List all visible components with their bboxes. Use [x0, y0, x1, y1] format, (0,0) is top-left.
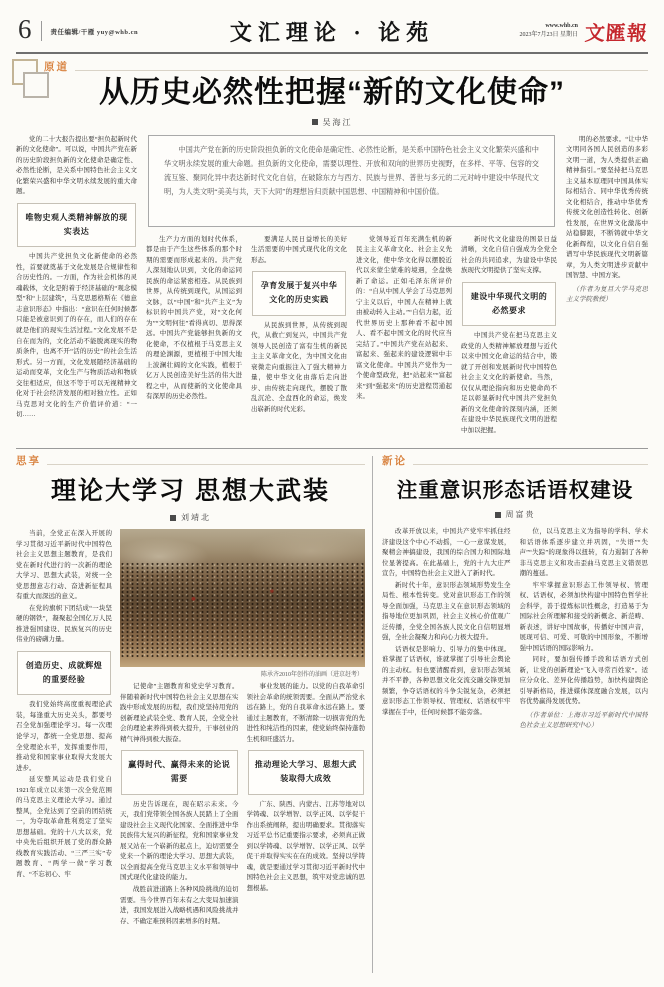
author-note: （作者单位：上海市习近平新时代中国特色社会主义思想研究中心）	[519, 711, 648, 730]
body-paragraph: 新时代文化建设的图景日益清晰，文化自信自强成为全党全社会的共同追求，为建设中华民族现代文明提供了坚实支撑。	[461, 235, 557, 275]
article2-column-3	[247, 682, 366, 981]
body-paragraph: 我们党始终高度重视理论武装，每逢重大历史关头，都要号召全党加强理论学习。每一次理论学习，都统一全党思想、提高全党理论水平，发挥重要作用，推动党和国家事业取得大发展大进步。	[16, 701, 112, 772]
page-header	[16, 10, 648, 54]
issue-date: 2023年7月23日 星期日	[519, 32, 578, 38]
body-paragraph: 中国共产党在把马克思主义政党的人类精神解放理想与近代以来中国文化命运的结合中，锻就了开创和发展新时代中国特色社会主义文化的新使命。当然，仅仅从理论指向和历史使命尚不足以彰显新时代中国共产党担负新的文化使命的深刻内涵，还须在建设中华民族现代文明的进程中加以把握。	[461, 332, 557, 434]
article1-column-2	[251, 235, 347, 441]
body-paragraph: 从民族到世界，从传统到现代，从救亡到复兴，中国共产党领导人民创造了富有生机的新民主主义革命文化，为中国文化由衰微走向重振注入了强大精神力量，使中华文化由落后走向进步、由传统走向现代，摆脱了散乱沉沦、全盘西化的命运，焕发出崭新的时代光彩。	[251, 321, 347, 413]
body-paragraph: 广东、陕西、内蒙古、江苏等地对以学铸魂、以学增智、以学正风、以学促干作出系统阐释，提出明确要求。贯彻落实习近平总书记重要指示要求，必须真正做到以学铸魂、以学增智、以学正风、以学促干并取得实实在在的成效。坚持以学铸魂，就是要通过学习贯彻习近平新时代中国特色社会主义思想，筑牢对党忠诚的思想根基。	[246, 800, 365, 892]
masthead-logo: 文匯報	[584, 22, 649, 45]
body-paragraph: 战胜前进道路上各种风险挑战的迫切需要。当今世界百年未有之大变局加速演进，我国发展进入战略机遇和风险挑战并存、不确定难预料因素增多的时期。	[120, 886, 239, 925]
body-paragraph: 新时代十年，意识形态领域形势发生全局性、根本性转变。党对意识形态工作的领导全面加强，马克思主义在意识形态领域的指导地位更加巩固，社会主义核心价值观广泛传播，全党全国各族人民文化自信明显增强，全社会凝聚力和向心力极大提升。	[382, 581, 511, 642]
body-paragraph: 明的必然要求。“让中华文明同各国人民创造的多彩文明一道，为人类提供正确精神指引。”要坚持把马克思主义基本原理同中国具体实际相结合、同中华优秀传统文化相结合，推动中华优秀传统文化创造性转化、创新性发展，在世界文化激荡中站稳脚跟，不断铸就中华文化新辉煌，以文化自信自强谱写中华民族现代文明新篇章，为人类文明进步贡献中国智慧、中国方案。	[566, 135, 648, 280]
body-paragraph: 中国共产党担负文化新使命的必然性，首要就奠基于文化发展是合规律性和合历史性的。一方面，作为社会机体的灵魂载体，文化是附着于经济基础的“观念模型”和“上层建筑”，马克思恩格斯在《德意志意识形态》中指出：“意识在任何时候都只能是被意识到了的存在，而人们的存在就是他们的现实生活过程。”文化发展不是自在而为的，文化活动不能脱离现实的物质条件，也离不开“活的历史”的社会生活形式。另一方面，文化发展随经济基础的运动而变革，文化生产与物质活动和物质交往相适应，但这不等于可以无视精神文化对于社会经济发展的相对独立性。正如马克思对文化的生产价值评价道：“一切……	[16, 253, 137, 419]
body-paragraph: 改革开放以来，中国共产党牢牢抓住经济建设这个中心不动摇，一心一意谋发展，聚精会神搞建设，我国的综合国力和国际地位显著提高。在此基础上，党的十九大庄严宣告，中国特色社会主义进入了新时代。	[382, 528, 511, 578]
article3-column-a	[382, 527, 511, 979]
article2-column-1	[16, 529, 112, 981]
painting-caption: 陈承齐2010年创作的油画（进京赶考）	[260, 672, 363, 678]
article3-column-b	[520, 527, 649, 979]
article1-column-1	[146, 235, 242, 441]
label-rule	[75, 70, 648, 71]
vertical-divider	[372, 456, 373, 973]
byline-square-icon	[495, 512, 501, 518]
author-note: （作者为复旦大学马克思主义学院教授）	[566, 285, 648, 304]
article1-intro-box: 中国共产党在新的历史阶段担负新的文化使命是确定性、必然性论断，是关系中国特色社会主义文化繁荣兴盛和中华文明永续发展的重大命题。担负新的文化使命，需要以理性、开放和双向的世界历史视野，在多样、平等、包容的交流互鉴、聚同化异中表达新时代文化自信，在破除东方与西方、民族与世界、普世与多元的二元对峙中建设中华现代文明，为人类文明“美美与共，天下大同”的理想旨归贡献中国思想、中国精神和中国价值。	[148, 135, 555, 227]
body-paragraph: 记使命”主题教育和党史学习教育。伴随着新时代中国特色社会主义思想在实践中形成发展的历程，我们党坚持用党的创新理论武装全党、教育人民，全党全社会的理论素养得到极大提升，干事创业的精气神得到极大振奋。	[120, 683, 239, 743]
section-label-sixiang: 思享	[16, 455, 41, 467]
article-culture-mission	[16, 60, 648, 446]
article1-column-left	[16, 135, 137, 441]
column-subhead: 赢得时代、赢得未来的论说需要	[121, 750, 238, 795]
editor-info: 责任编辑/干雁 yuy@whb.cn	[50, 28, 139, 36]
article3-headline: 注重意识形态话语权建设	[396, 479, 634, 502]
page-number: 6	[18, 13, 32, 44]
website-url: www.whb.cn	[545, 23, 578, 29]
body-paragraph: 牢牢掌握意识形态工作领导权、管理权、话语权，必须加快构建中国特色哲学社会科学，善于提炼标识性概念，打造易于为国际社会所理解和接受的新概念、新范畴、新表述，讲好中国故事，传播好中国声音，展现可信、可爱、可敬的中国形象，不断增强中国话语的国际影响力。	[519, 581, 648, 652]
date-website	[519, 22, 578, 40]
label-rule	[413, 464, 648, 465]
body-paragraph: 生产力方面的划时代体系，都是由于产生这些体系的那个时期的需要而形成起来的。共产党人深刻地认识到，文化的命运同民族的命运紧密相连。从民族到世界，从传统到现代，从国运到文脉，以“中国”和“共产主义”为标识的中国共产党，对“文化何为”“文明何往”看得真切、思得深远。中国共产党能够担负新的文化使命，不仅植根于马克思主义的理论渊源，更植根于中国大地上波澜壮阔的文化实践，植根于亿万人民创造美好生活的伟大进程之中，从而使新的文化使命具有深厚的历史必然性。	[146, 235, 242, 401]
article1-column-4	[461, 235, 557, 441]
body-paragraph: 历史告诉现在，现在昭示未来。今天，我们党带领全国各族人民踏上了全面建设社会主义现代化国家、全面推进中华民族伟大复兴的新征程，党和国家事业发展又站在一个崭新的起点上，迫切需要全党来一个新的理论大学习、思想大武装，以全面提高全党马克思主义水平和领导中国式现代化建设的能力。	[120, 800, 239, 882]
body-paragraph: 同时，要加强传播手段和话语方式创新，让党的创新理论“飞入寻常百姓家”。适应分众化、差异化传播趋势，加快构建舆论引导新格局，推进媒体深度融合发展，以内容优势赢得发展优势。	[519, 656, 648, 706]
byline-square-icon	[170, 515, 176, 521]
article2-headline: 理论大学习 思想大武装	[51, 477, 330, 505]
article-discourse-power	[382, 454, 648, 973]
column-subhead: 推动理论大学习、思想大武装取得大成效	[248, 750, 365, 795]
column-subhead: 唯物史观人类精神解放的现实表达	[17, 203, 136, 248]
column-subhead: 孕育发展于复兴中华文化的历史实践	[252, 271, 346, 316]
body-paragraph: 位，以马克思主义为指导的学科、学术和话语体系逐步建立并巩固，“失语”“失声”“失踪”的现象得以扭转，有力遏制了各种非马克思主义和攻击歪曲马克思主义错误思潮的蔓延。	[519, 528, 648, 578]
body-paragraph: 要满足人民日益增长的美好生活需要的中国式现代化的文化形态。	[251, 235, 347, 264]
section-label-xinlun: 新论	[382, 455, 407, 467]
painting-crowd-texture	[120, 562, 365, 659]
byline-square-icon	[312, 119, 318, 125]
article2-author: 刘靖北	[181, 513, 211, 522]
article2-column-2	[120, 682, 239, 981]
article3-author: 周富贵	[505, 510, 536, 519]
oil-painting-image	[120, 529, 365, 667]
body-paragraph: 当前，全党正在深入开展的学习贯彻习近平新时代中国特色社会主义思想主题教育，是我们党在新时代进行的一次新的理论大学习、思想大武装，对统一全党思想意志行动、奋进新征程具有重大而深远的意义。	[16, 530, 112, 601]
article-theory-study	[16, 454, 365, 973]
body-paragraph: 党的二十大报告提出要“担负起新时代新的文化使命”。可以说，中国共产党在新的历史阶段担负新的文化使命是确定性、必然性论断，是关系中国特色社会主义文化繁荣兴盛和中华文明永续发展的重大命题。	[16, 135, 137, 196]
horizontal-divider	[16, 448, 648, 449]
label-rule	[47, 464, 365, 465]
body-paragraph: 事业发展的能力。以党的自我革命引领社会革命的统领需要。全面从严治党永远在路上，党的自我革命永远在路上。要通过主题教育，不断清除一切损害党的先进性和纯洁性的因素，使党始终保持蓬勃生机和旺盛活力。	[246, 683, 365, 743]
body-paragraph: 延安整风运动是我们党自1921年成立以来第一次全党范围的马克思主义理论大学习。通过整风，全党达到了空前的团结统一，为夺取革命胜利奠定了坚实思想基础。党的十八大以来，党中央先后组织开展了党的群众路线教育实践活动、“三严三实”专题教育、“两学一做”学习教育、“不忘初心、牢	[16, 776, 112, 878]
column-subhead: 创造历史、成就辉煌的重要经验	[17, 651, 111, 696]
article1-headline: 从历史必然性把握“新的文化使命”	[99, 76, 565, 109]
article1-column-right	[566, 135, 648, 441]
column-subhead: 建设中华现代文明的必然要求	[462, 282, 556, 327]
article1-author: 吴海江	[322, 117, 353, 127]
article1-column-3	[356, 235, 452, 441]
body-paragraph: 在党的旗帜下团结成“一块坚硬的钢铁”，凝聚起全国亿万人民推进强国建设、民族复兴的历史伟业的磅礴力量。	[16, 604, 112, 644]
section-label-yuandao: 原道	[44, 61, 69, 73]
body-paragraph: 党领导近百年充满生机的新民主主义革命文化、社会主义先进文化，使中华文化得以摆脱近代以来蒙尘蒙难的境遇，全盘焕新了命运。正如毛泽东所评价的：“自从中国人学会了马克思列宁主义以后，中国人在精神上就由被动转入主动。”“自信力起，近代世界历史上那种看不起中国人、看不起中国文化的时代应当完结了。”中国共产党在站起来、富起来、强起来的建设逻辑中丰富文化使命。中国共产党作为一个使命型政党，把“站起来”“富起来”到“强起来”的历史进程贯通起来。	[356, 235, 452, 401]
body-paragraph: 话语权是影响力、引导力的集中体现。谁掌握了话语权，谁就掌握了引导社会舆论的主动权。但也要清醒看到，意识形态领域并不平静，各种思想文化交流交融交锋更加频繁，争夺话语权的斗争尖锐复杂，必须把意识形态工作领导权、管理权、话语权牢牢掌握在手中，任何时候都不能旁落。	[382, 645, 511, 716]
section-title: 文汇理论 · 论苑	[229, 19, 435, 45]
